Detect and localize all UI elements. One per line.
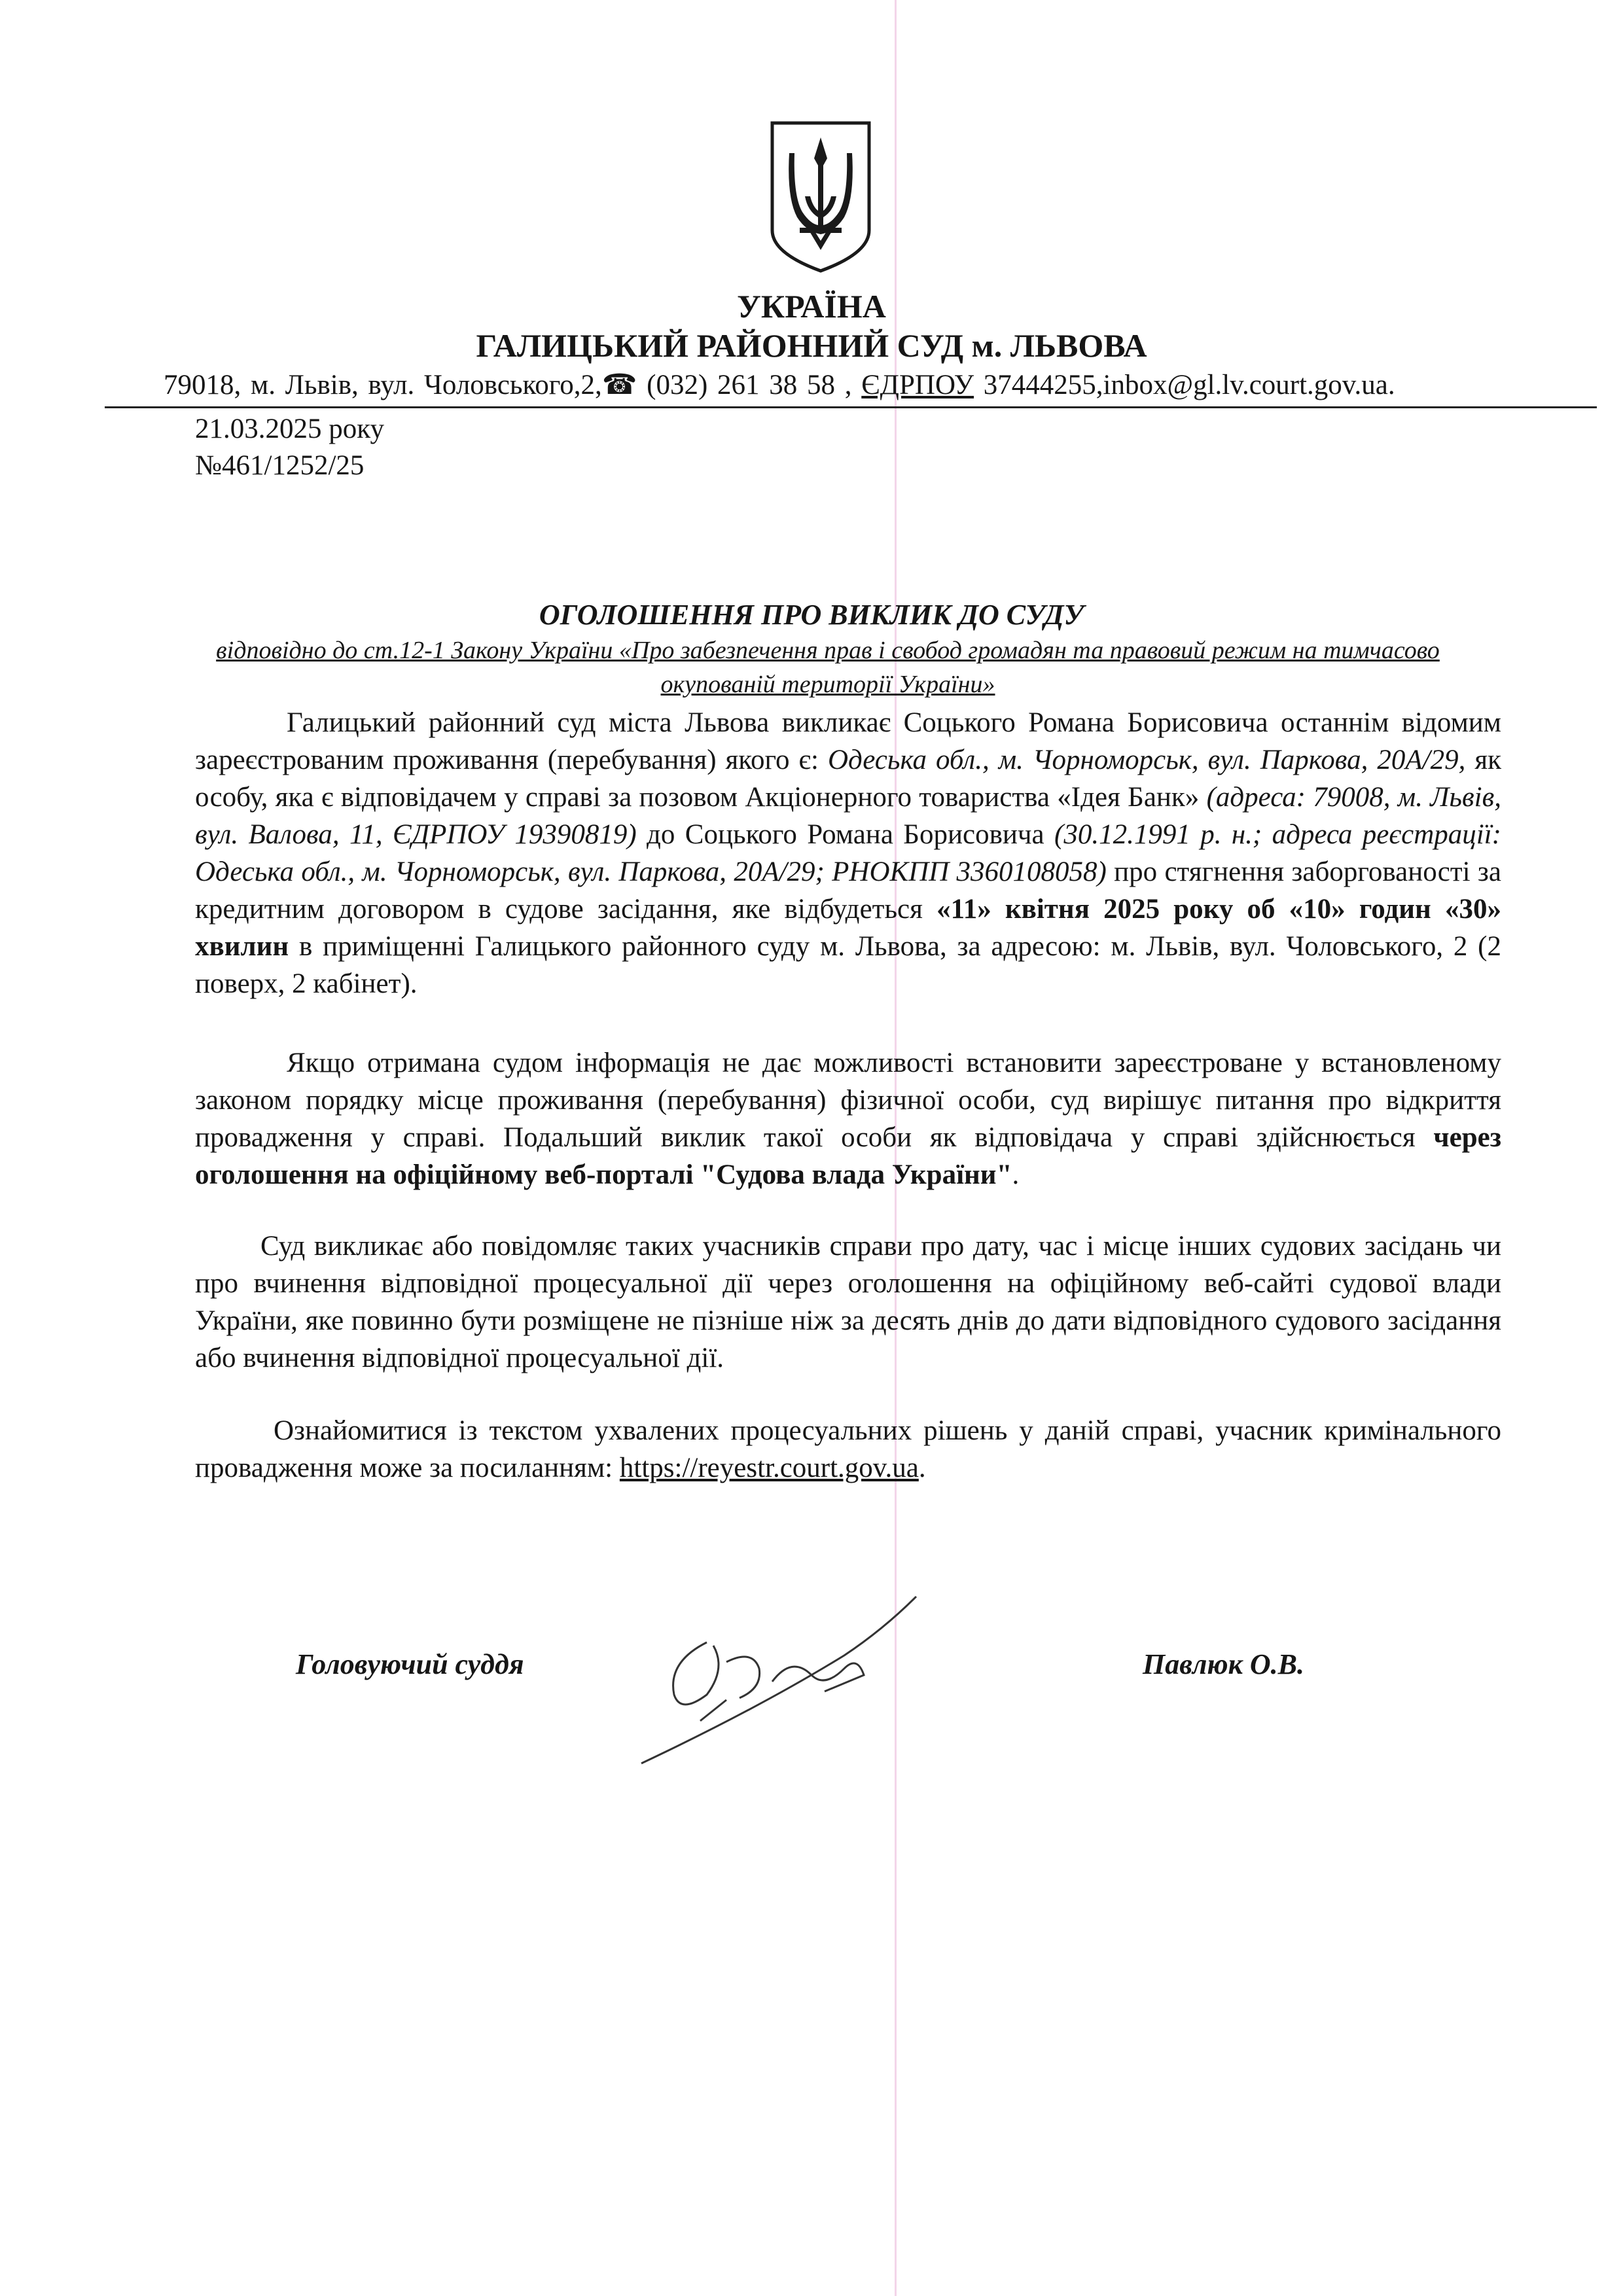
text-span: .	[918, 1453, 926, 1483]
document-subtitle: відповідно до ст.12-1 Закону України «Про забезпечення прав і свобод громадян та правовий режим на тимчасово окупованій території України»	[216, 637, 1440, 698]
document-date: 21.03.2025 року	[195, 414, 385, 444]
portal-notice: через оголошення на офіційному веб-порталі "Судова влада України"	[195, 1122, 1501, 1190]
hearing-datetime: «11» квітня 2025 року об «10» годин «30» хвилин	[195, 894, 1501, 962]
court-heading: ГАЛИЦЬКИЙ РАЙОННИЙ СУД м. ЛЬВОВА	[476, 327, 1147, 364]
handwritten-signature	[628, 1583, 942, 1773]
plaintiff-details: (адреса: 79008, м. Львів, вул. Валова, 11, ЄДРПОУ 19390819)	[195, 782, 1502, 850]
paragraph-notification	[195, 1227, 1501, 1377]
judge-name: Павлюк О.В.	[1143, 1648, 1305, 1680]
text-span: в приміщенні Галицького районного суду м. Львова, за адресою: м. Львів, вул. Чоловського, 2 (2 поверх, 2 кабінет).	[195, 931, 1501, 999]
text-span: про стягнення заборгованості за кредитним договором в судове засідання, яке відбудеться	[195, 857, 1501, 925]
paragraph-registry	[195, 1412, 1501, 1487]
header-divider	[105, 406, 1597, 408]
document-title: ОГОЛОШЕННЯ ПРО ВИКЛИК ДО СУДУ	[539, 599, 1084, 631]
court-phone: (032) 261 38 58 ,	[647, 370, 852, 400]
text-span: до Соцького Романа Борисовича	[636, 819, 1054, 850]
text-span: Якщо отримана судом інформація не дає можливості встановити зареєстроване у встановленому законом порядку місце проживання (перебування) фізичної особи, суд вирішує питання про відкриття провадження у справі. Подальший виклик такої особи як відповідача у справі здійснюється	[195, 1048, 1501, 1153]
phone-icon: ☎	[601, 370, 637, 400]
text-span: .	[1012, 1159, 1020, 1190]
paragraph-procedure	[195, 1044, 1501, 1193]
paragraph-summons	[195, 704, 1501, 1002]
defendant-details: (30.12.1991 р. н.; адреса реєстрації: Одеська обл., м. Чорноморськ, вул. Паркова, 20А/29; РНОКПП 3360108058)	[195, 819, 1501, 887]
defendant-address: Одеська обл., м. Чорноморськ, вул. Паркова, 20А/29,	[827, 745, 1466, 775]
trident-emblem-icon	[768, 119, 873, 275]
registry-link[interactable]: https://reyestr.court.gov.ua	[619, 1453, 919, 1483]
judge-role: Головуючий суддя	[296, 1648, 524, 1680]
country-heading: УКРАЇНА	[737, 288, 886, 325]
edrpou-label: ЄДРПОУ	[861, 370, 974, 400]
notification-text: Суд викликає або повідомляє таких учасників справи про дату, час і місце інших судових засідань чи про вчинення відповідної процесуальної дії через оголошення на офіційному веб-сайті судової влади України, яке повинно бути розміщене не пізніше ніж за десять днів до дати відповідного судового засідання або вчинення відповідної процесуальної дії.	[195, 1231, 1501, 1373]
text-span: як особу, яка є відповідачем у справі за позовом Акціонерного товариства «Ідея Банк»	[195, 745, 1502, 813]
court-contact-line	[164, 368, 1395, 403]
text-span: Ознайомитися із текстом ухвалених процесуальних рішень у даній справі, учасник кримінального провадження може за посиланням:	[195, 1415, 1501, 1483]
edrpou-contact: 37444255,inbox@gl.lv.court.gov.ua.	[983, 370, 1395, 400]
court-address: 79018, м. Львів, вул. Чоловського,2,	[164, 370, 602, 400]
document-number: №461/1252/25	[195, 450, 365, 481]
text-span: Галицький районний суд міста Львова викликає Соцького Романа Борисовича останнім відомим зареєстрованим проживання (перебування) якого є:	[195, 707, 1501, 775]
